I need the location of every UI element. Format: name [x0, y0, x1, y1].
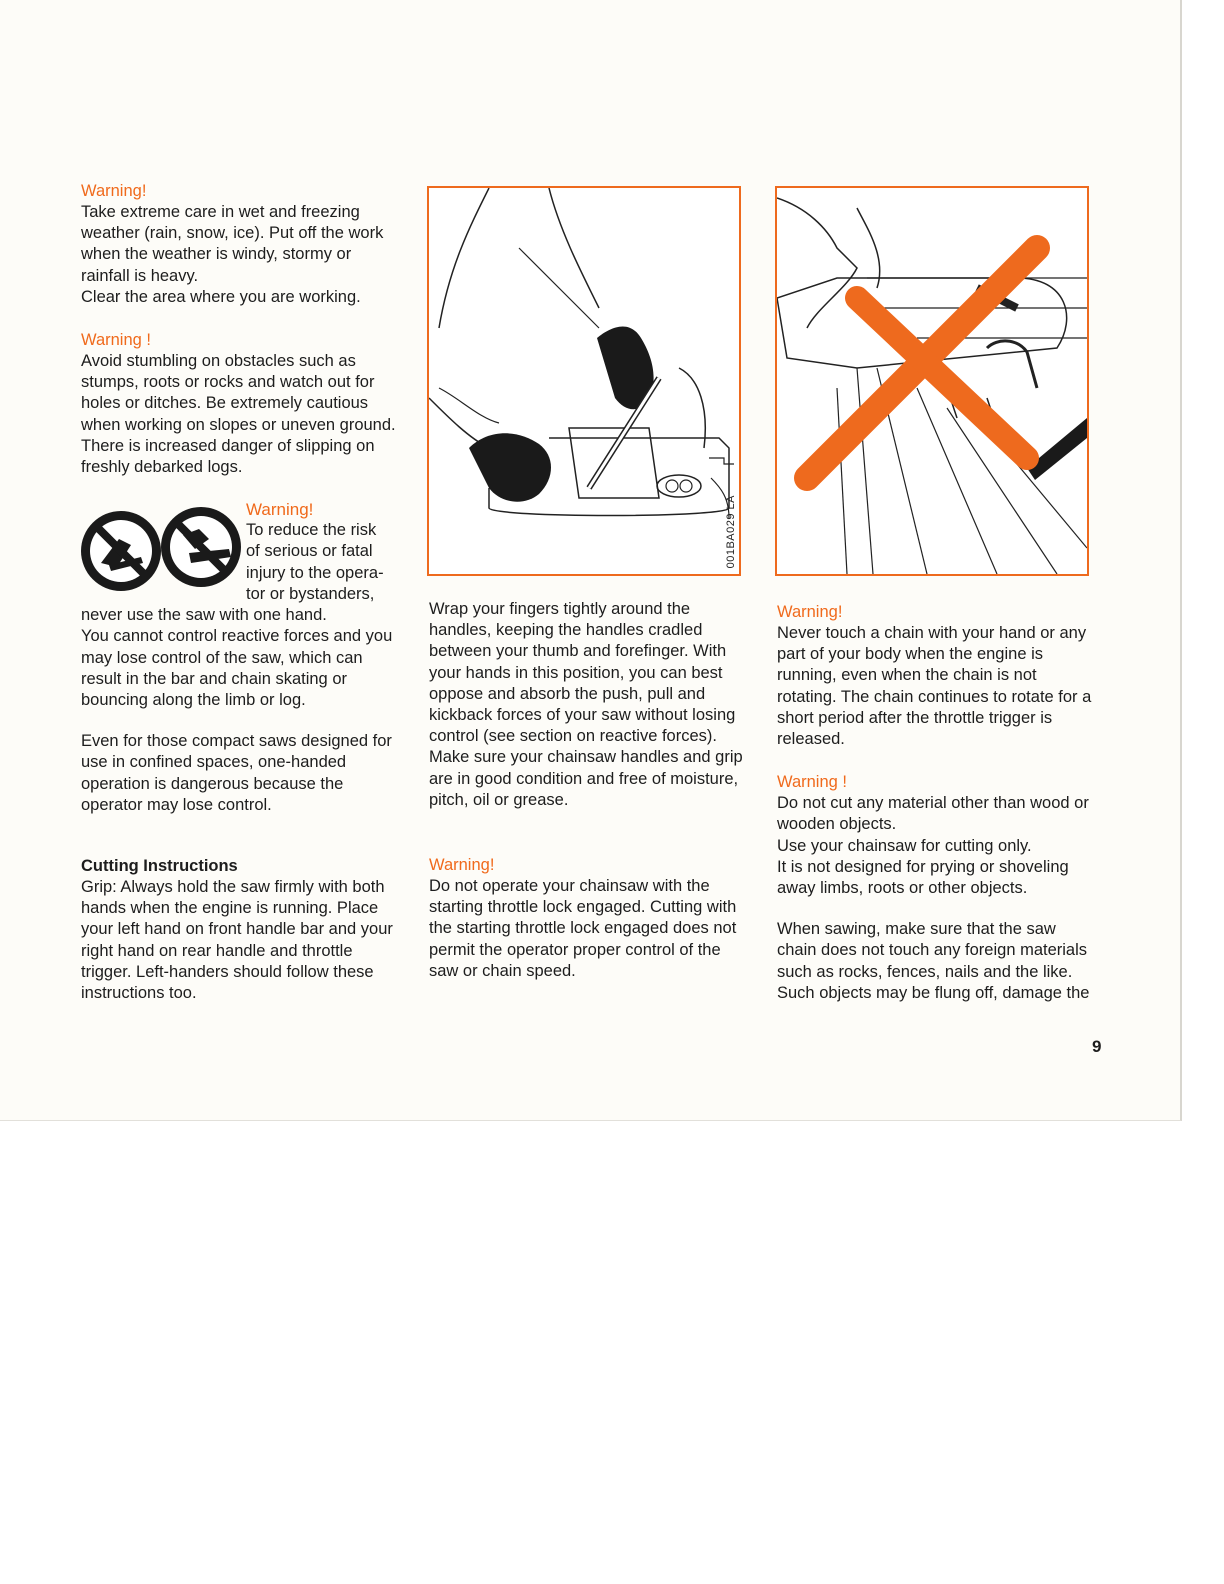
one-hand-warning-block	[81, 499, 403, 605]
warning-text: never use the saw with one hand.	[81, 606, 327, 625]
warning-heading: Warning!	[777, 603, 843, 621]
warning-heading: Warning!	[81, 182, 147, 200]
hands-gripping-chainsaw-illustration	[429, 188, 739, 574]
paragraph: Even for those compact saws designed for use in confined spaces, one-handed operation is dangerous because the operator may lose control.	[81, 732, 392, 814]
warning-heading: Warning!	[246, 500, 314, 520]
saw-near-nails-prohibited-illustration	[777, 188, 1087, 574]
warning-heading: Warning!	[429, 856, 495, 875]
warning-text: Do not operate your chainsaw with the starting throttle lock engaged. Cutting with the starting throttle lock engaged does not permit the operator proper control of the saw or chain speed.	[429, 877, 737, 980]
warning-text: It is not designed for prying or shoveling away limbs, roots or other objects.	[777, 857, 1069, 898]
warning-text: Take extreme care in wet and freezing weather (rain, snow, ice). Put off the work when the weather is windy, stormy or rainfall is heavy.	[81, 203, 384, 285]
section-heading: Cutting Instructions	[81, 857, 238, 876]
no-one-hand-operation-icon	[79, 505, 249, 595]
warning-line: of serious or fatal	[246, 542, 373, 561]
warning-text: You cannot control reactive forces and you may lose control of the saw, which can result in the bar and chain skating or bouncing along the limb or log.	[81, 627, 393, 710]
warning-line: tor or bystanders,	[246, 584, 375, 603]
column-middle	[429, 599, 744, 982]
column-left	[81, 181, 403, 1004]
warning-text: Clear the area where you are working.	[81, 287, 361, 306]
warning-text: Never touch a chain with your hand or any part of your body when the engine is running, even when the chain is not rotating. The chain continues to rotate for a short period after the throttle trigger is released.	[777, 624, 1092, 749]
warning-heading: Warning !	[81, 331, 151, 350]
warning-heading: Warning !	[777, 773, 847, 792]
figure-no-foreign-objects	[775, 186, 1089, 576]
figure-code: 001BA029 LA	[725, 494, 737, 568]
figure-gripping-saw	[427, 186, 741, 576]
warning-text: Avoid stumbling on obstacles such as stumps, roots or rocks and watch out for holes or ditches. Be extremely cautious when working on slopes or uneven ground. There is increased danger of slipping on freshly debarked logs.	[81, 352, 396, 477]
column-right	[777, 602, 1097, 1004]
paragraph: When sawing, make sure that the saw chain does not touch any foreign materials such as rocks, fences, nails and the like. Such objects may be flung off, damage the	[777, 920, 1090, 1002]
warning-text: Use your chainsaw for cutting only.	[777, 836, 1032, 855]
warning-text: Do not cut any material other than wood or wooden objects.	[777, 794, 1089, 834]
warning-line: injury to the opera-	[246, 563, 384, 582]
paragraph: Grip: Always hold the saw firmly with both hands when the engine is running. Place your left hand on front handle bar and your right hand on rear handle and throttle trigger. Left-handers should follow these instructions too.	[81, 878, 393, 1003]
page-number: 9	[1092, 1037, 1102, 1056]
warning-line: To reduce the risk	[246, 521, 377, 540]
paragraph: Wrap your fingers tightly around the handles, keeping the handles cradled between your thumb and forefinger. With your hands in this position, you can best oppose and absorb the push, pull and kickback forces of your saw without losing control (see section on reactive forces). Make sure your chainsaw handles and grip are in good condition and free of moisture, pitch, oil or grease.	[429, 600, 743, 809]
